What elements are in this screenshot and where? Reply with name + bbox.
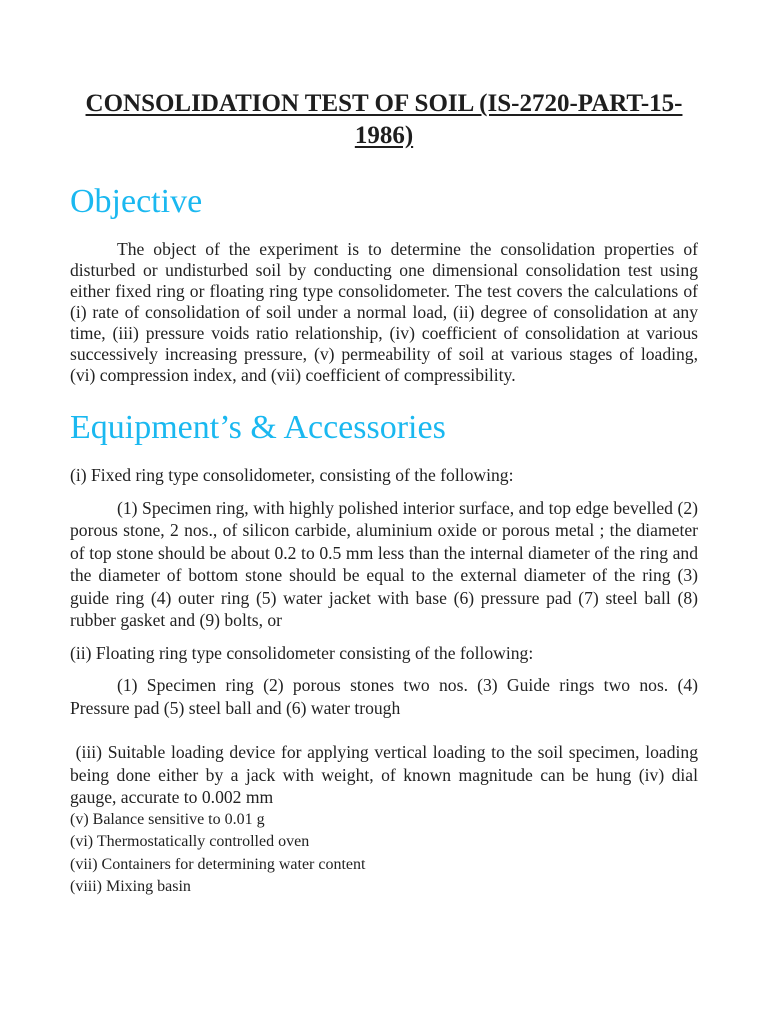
fixed-ring-items: (1) Specimen ring, with highly polished interior surface, and top edge bevelled (2) porous stone, 2 nos., of silicon carbide, aluminium oxide or porous metal ; the diameter of top stone should be about 0.2 to 0.5 mm less than the internal diameter of the ring and the diameter of bottom stone should be equal to the external diameter of the ring (3) guide ring (4) outer ring (5) water jacket with base (6) pressure pad (7) steel ball (8) rubber gasket and (9) bolts, or	[70, 497, 698, 630]
objective-paragraph: The object of the experiment is to determine the consolidation properties of disturbed or undisturbed soil by conducting one dimensional consolidation test using either fixed ring or floating ring type consolidometer. The test covers the calculations of (i) rate of consolidation of soil under a normal load, (ii) degree of consolidation at any time, (iii) pressure voids ratio relationship, (iv) coefficient of consolidation at various successively increasing pressure, (v) permeability of soil at various stages of loading, (vi) compression index, and (vii) coefficient of compressibility.	[70, 239, 698, 385]
floating-ring-items: (1) Specimen ring (2) porous stones two nos. (3) Guide rings two nos. (4) Pressure pad (5) steel ball and (6) water trough	[70, 675, 698, 718]
list-item: (vii) Containers for determining water content	[70, 855, 366, 873]
document-title: CONSOLIDATION TEST OF SOIL (IS-2720-PART-15-1986)	[85, 90, 683, 149]
list-item: (viii) Mixing basin	[70, 878, 191, 895]
loading-device-paragraph: (iii) Suitable loading device for applying vertical loading to the soil specimen, loading being done either by a jack with weight, of known magnitude can be hung (iv) dial gauge, accurate to 0.002 mm	[70, 742, 703, 807]
floating-ring-intro: (ii) Floating ring type consolidometer consisting of the following:	[70, 642, 534, 663]
document-page	[70, 0, 703, 1024]
objective-heading: Objective	[70, 183, 203, 220]
list-item: (vi) Thermostatically controlled oven	[70, 833, 310, 850]
equipment-heading: Equipment’s & Accessories	[70, 409, 446, 446]
list-item: (v) Balance sensitive to 0.01 g	[70, 810, 265, 828]
fixed-ring-intro: (i) Fixed ring type consolidometer, consisting of the following:	[70, 465, 514, 485]
